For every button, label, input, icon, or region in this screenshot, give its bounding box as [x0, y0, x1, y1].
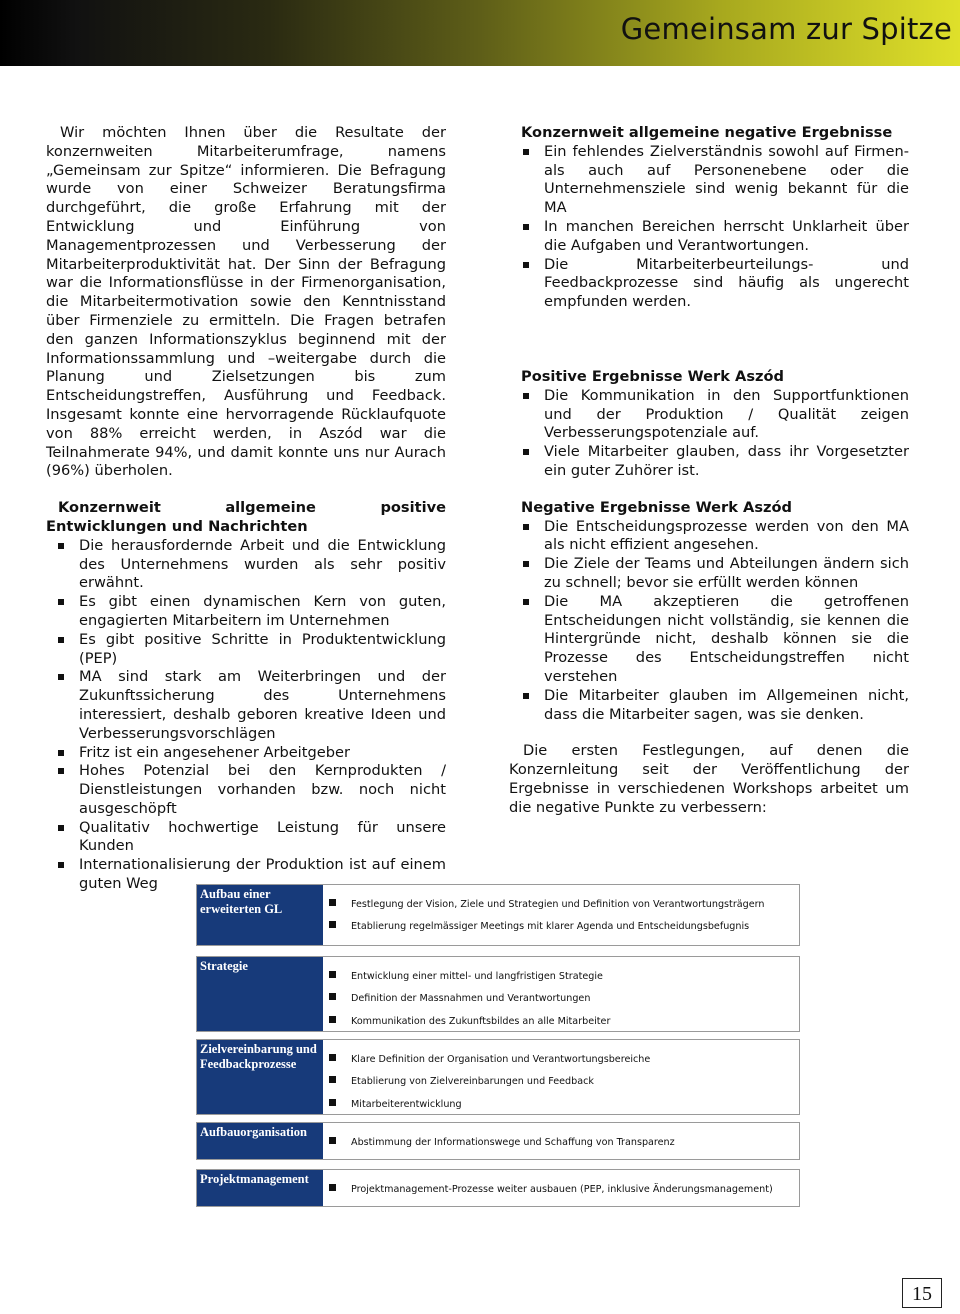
list-item: MA sind stark am Weiterbringen und der Zukunftssicherung des Unternehmens interessiert, deshalb geboren kreative Ideen und Verbesserungsvorschlägen — [56, 668, 446, 743]
measure-row-label: Aufbau einer erweiterten GL — [197, 885, 323, 945]
page-header-title: Gemeinsam zur Spitze — [620, 12, 952, 46]
page-header-banner — [0, 0, 960, 66]
measure-row-strategie: Strategie Entwicklung einer mittel- und langfristigen Strategie Definition der Massnahmen und Verantwortungen Kommunikation des Zukunftsbildes an alle Mitarbeiter — [196, 956, 800, 1032]
list-item: Die Mitarbeiter glauben im Allgemeinen nicht, dass die Mitarbeiter sagen, was sie denken. — [521, 687, 909, 725]
bullet-square-icon — [329, 1137, 336, 1144]
positive-werk-list — [521, 387, 909, 481]
positive-konzern-list — [56, 537, 446, 894]
measure-row-label: Aufbauorganisation — [197, 1123, 323, 1159]
measure-row-label: Zielvereinbarung und Feedbackprozesse — [197, 1040, 323, 1114]
list-item: Es gibt positive Schritte in Produktentwicklung (PEP) — [56, 631, 446, 669]
bullet-square-icon — [329, 921, 336, 928]
negative-werk-list — [521, 518, 909, 725]
list-item: In manchen Bereichen herrscht Unklarheit über die Aufgaben und Verantwortungen. — [521, 218, 909, 256]
measure-row-gl: Aufbau einer erweiterten GL Festlegung der Vision, Ziele und Strategien und Definition von Verantwortungsträgern Etablierung regelmässiger Meetings mit klarer Agenda und Entscheidungsbefugnis — [196, 884, 800, 946]
list-item: Internationalisierung der Produktion ist auf einem guten Weg — [56, 856, 446, 894]
measure-row-projektmanagement: Projektmanagement Projektmanagement-Prozesse weiter ausbauen (PEP, inklusive Änderungsmanagement) — [196, 1169, 800, 1207]
bullet-square-icon — [329, 1076, 336, 1083]
positive-werk-section — [509, 368, 909, 481]
bullet-square-icon — [329, 1054, 336, 1061]
right-column — [509, 124, 909, 818]
list-item: Die Kommunikation in den Supportfunktionen und der Produktion / Qualität zeigen Verbesserungspotenziale auf. — [521, 387, 909, 443]
intro-paragraph: Wir möchten Ihnen über die Resultate der konzernweiten Mitarbeiterumfrage, namens „Gemeinsam zur Spitze“ informieren. Die Befragung wurde von einer Schweizer Beratungsfirma durchgeführt, die große Erfahrung mit der Entwicklung und Einführung von Managementprozessen und Verbesserung der Mitarbeiterproduktivität hat. Der Sinn der Befragung war die Informationsflüsse in der Firmenorganisation, die Mitarbeitermotivation sowie den Kenntnisstand über Firmenziele zu ermitteln. Die Fragen betrafen den ganzen Informationszyklus beginnend mit der Informationssammlung und –weitergabe durch die Planung und Zielsetzungen bis zum Entscheidungstreffen, Ausführung und Feedback. Insgesamt konnte eine hervorragende Rücklaufquote von 88% erreicht werden, in Aszód war die Teilnahmerate 94%, und damit konnte uns nur Aurach (96%) überholen. — [46, 124, 446, 480]
list-item: Viele Mitarbeiter glauben, dass ihr Vorgesetzter ein guter Zuhörer ist. — [521, 443, 909, 481]
list-item: Qualitativ hochwertige Leistung für unsere Kunden — [56, 819, 446, 857]
measure-row-label: Projektmanagement — [197, 1170, 323, 1206]
list-item: Die Mitarbeiterbeurteilungs- und Feedbackprozesse sind häufig als ungerecht empfunden werden. — [521, 256, 909, 312]
bullet-square-icon — [329, 971, 336, 978]
bullet-square-icon — [329, 1016, 336, 1023]
bullet-square-icon — [329, 899, 336, 906]
bullet-square-icon — [329, 1184, 336, 1191]
negative-werk-heading: Negative Ergebnisse Werk Aszód — [521, 498, 792, 516]
page-number: 15 — [902, 1278, 942, 1308]
list-item: Es gibt einen dynamischen Kern von guten, engagierten Mitarbeitern im Unternehmen — [56, 593, 446, 631]
positive-werk-heading: Positive Ergebnisse Werk Aszód — [521, 367, 784, 385]
intro-section — [46, 124, 446, 481]
negative-werk-section — [509, 499, 909, 725]
list-item: Die MA akzeptieren die getroffenen Entscheidungen nicht vollständig, sie kennen die Hintergründe nicht, deshalb können sie die Prozesse des Entscheidungstreffen nicht verstehen — [521, 593, 909, 687]
conclusion-section — [509, 742, 909, 817]
conclusion-paragraph: Die ersten Festlegungen, auf denen die Konzernleitung seit der Veröffentlichung der Ergebnisse in verschiedenen Workshops arbeitet um die negative Punkte zu verbessern: — [509, 742, 909, 816]
measure-row-zielvereinbarung: Zielvereinbarung und Feedbackprozesse Klare Definition der Organisation und Verantwortungsbereiche Etablierung von Zielvereinbarungen und Feedback Mitarbeiterentwicklung — [196, 1039, 800, 1115]
bullet-square-icon — [329, 993, 336, 1000]
list-item: Hohes Potenzial bei den Kernprodukten / Dienstleistungen vorhanden bzw. noch nicht ausgeschöpft — [56, 762, 446, 818]
negative-konzern-section — [509, 124, 909, 312]
list-item: Die Entscheidungsprozesse werden von den MA als nicht effizient angesehen. — [521, 518, 909, 556]
bullet-square-icon — [329, 1099, 336, 1106]
positive-konzern-heading: Konzernweit allgemeine positive Entwicklungen und Nachrichten — [46, 499, 446, 535]
negative-konzern-list — [521, 143, 909, 312]
list-item: Die herausfordernde Arbeit und die Entwicklung des Unternehmens wurden als sehr positiv erwähnt. — [56, 537, 446, 593]
measure-row-aufbauorganisation: Aufbauorganisation Abstimmung der Informationswege und Schaffung von Transparenz — [196, 1122, 800, 1160]
left-column — [46, 124, 446, 894]
list-item: Ein fehlendes Zielverständnis sowohl auf Firmen- als auch auf Personenebene oder die Unternehmensziele sind wenig bekannt für die MA — [521, 143, 909, 218]
list-item: Die Ziele der Teams und Abteilungen ändern sich zu schnell; bevor sie erfüllt werden können — [521, 555, 909, 593]
measure-row-label: Strategie — [197, 957, 323, 1031]
list-item: Fritz ist ein angesehener Arbeitgeber — [56, 744, 446, 763]
negative-konzern-heading: Konzernweit allgemeine negative Ergebnisse — [521, 124, 893, 141]
positive-konzern-section — [46, 499, 446, 894]
